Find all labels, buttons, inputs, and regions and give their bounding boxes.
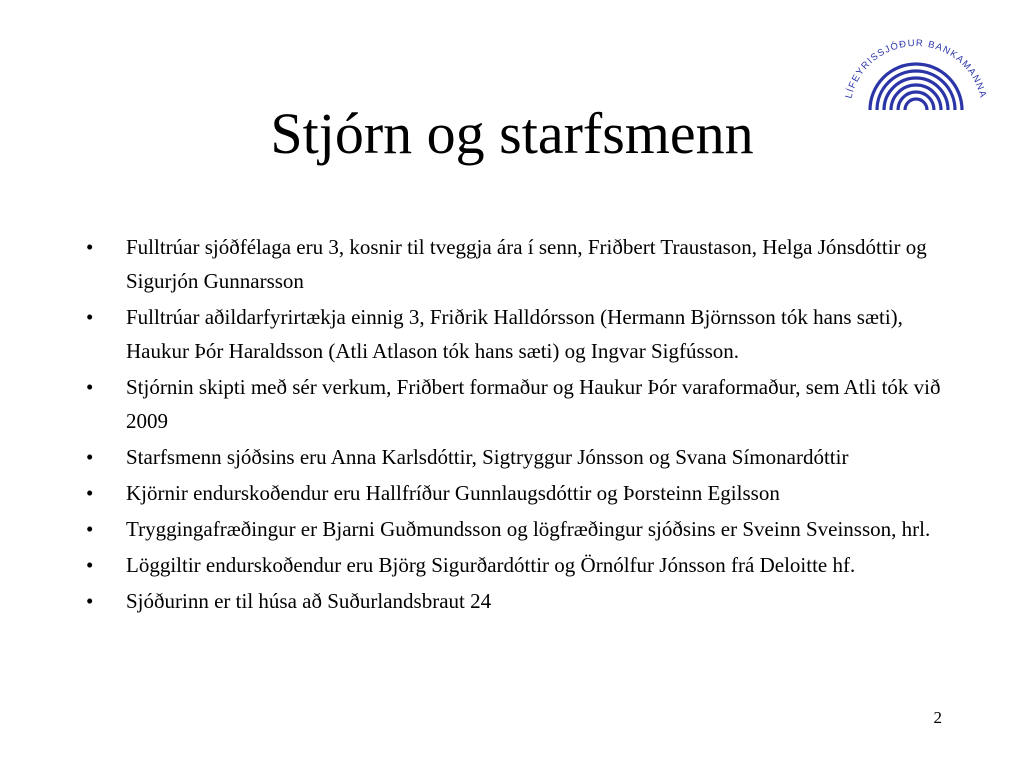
bullet-list <box>78 230 958 620</box>
list-item <box>78 476 958 510</box>
bullet-dot: • <box>86 235 94 259</box>
slide-title: Stjórn og starfsmenn <box>270 101 754 166</box>
bullet-dot: • <box>86 589 94 613</box>
bullet-text: Stjórnin skipti með sér verkum, Friðbert formaður og Haukur Þór varaformaður, sem Atli tók við 2009 <box>126 375 941 433</box>
bullet-text: Sjóðurinn er til húsa að Suðurlandsbraut 24 <box>126 589 492 613</box>
bullet-text: Löggiltir endurskoðendur eru Björg Sigurðardóttir og Örnólfur Jónsson frá Deloitte hf. <box>126 553 856 577</box>
list-item <box>78 548 958 582</box>
bank-pension-fund-logo <box>836 38 996 118</box>
bullet-dot: • <box>86 481 94 505</box>
list-item <box>78 370 958 438</box>
bullet-text: Fulltrúar aðildarfyrirtækja einnig 3, Friðrik Halldórsson (Hermann Björnsson tók hans sæti), Haukur Þór Haraldsson (Atli Atlason tók hans sæti) og Ingvar Sigfússon. <box>126 305 903 363</box>
bullet-dot: • <box>86 445 94 469</box>
page-number: 2 <box>933 708 942 727</box>
bullet-dot: • <box>86 517 94 541</box>
list-item <box>78 512 958 546</box>
bullet-text: Fulltrúar sjóðfélaga eru 3, kosnir til tveggja ára í senn, Friðbert Traustason, Helga Jónsdóttir og Sigurjón Gunnarsson <box>126 235 927 293</box>
bullet-dot: • <box>86 375 94 399</box>
bullet-dot: • <box>86 553 94 577</box>
list-item <box>78 440 958 474</box>
logo-text: LÍFEYRISSJÓÐUR BANKAMANNA <box>843 38 989 100</box>
bullet-dot: • <box>86 305 94 329</box>
list-item <box>78 584 958 618</box>
bullet-text: Starfsmenn sjóðsins eru Anna Karlsdóttir, Sigtryggur Jónsson og Svana Símonardóttir <box>126 445 849 469</box>
list-item <box>78 300 958 368</box>
bullet-text: Tryggingafræðingur er Bjarni Guðmundsson og lögfræðingur sjóðsins er Sveinn Sveinsson, hrl. <box>126 517 931 541</box>
list-item <box>78 230 958 298</box>
bullet-text: Kjörnir endurskoðendur eru Hallfríður Gunnlaugsdóttir og Þorsteinn Egilsson <box>126 481 780 505</box>
